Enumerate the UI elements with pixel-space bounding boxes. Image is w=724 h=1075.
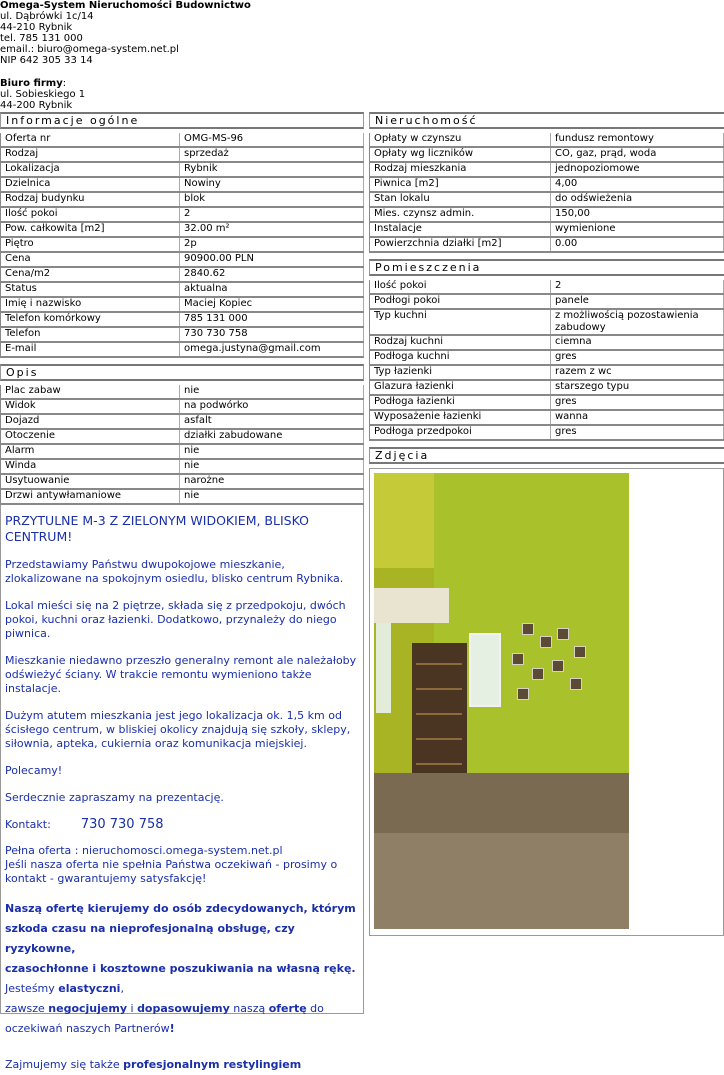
- row-label: Opłaty w czynszu: [370, 133, 551, 147]
- row-label: Stan lokalu: [370, 192, 551, 207]
- table-row: [370, 207, 724, 222]
- row-label: Status: [1, 282, 180, 297]
- row-label: Drzwi antywłamaniowe: [1, 489, 180, 504]
- row-value: 730 730 758: [180, 327, 364, 342]
- row-label: Podłoga łazienki: [370, 395, 551, 410]
- property-table: [369, 133, 724, 253]
- table-row: [1, 474, 364, 489]
- row-label: Instalacje: [370, 222, 551, 237]
- full-offer-note: Jeśli nasza oferta nie spełnia Państwa oczekiwań - prosimy o kontakt - gwarantujemy satysfakcję!: [5, 858, 338, 885]
- text-span: do: [306, 1002, 324, 1015]
- table-row: [1, 489, 364, 504]
- photo-wall-frames: [502, 618, 597, 708]
- description-paragraph: Mieszkanie niedawno przeszło generalny remont ale należałoby odświeżyć ściany. W trakcie remontu wymieniono także instalacje.: [5, 654, 357, 695]
- row-value: aktualna: [180, 282, 364, 297]
- table-row: [1, 192, 364, 207]
- row-label: E-mail: [1, 342, 180, 357]
- table-row: [1, 444, 364, 459]
- row-label: Podłogi pokoi: [370, 294, 551, 309]
- text-span: oczekiwań naszych Partnerów: [5, 1022, 170, 1035]
- shelf-board: [416, 713, 462, 715]
- picture-frame: [512, 653, 524, 665]
- row-label: Rodzaj budynku: [1, 192, 180, 207]
- table-row: [1, 282, 364, 297]
- description-paragraph: Lokal mieści się na 2 piętrze, składa się z przedpokoju, dwóch pokoi, kuchni oraz łazienki. Dodatkowo, przynależy do niego piwnica.: [5, 599, 346, 640]
- table-row: [1, 342, 364, 357]
- row-label: Cena/m2: [1, 267, 180, 282]
- table-row: [370, 222, 724, 237]
- row-value: 150,00: [551, 207, 724, 222]
- row-value: na podwórko: [180, 399, 364, 414]
- row-label: Telefon: [1, 327, 180, 342]
- contact-phone: 730 730 758: [80, 817, 164, 832]
- table-row: [1, 237, 364, 252]
- row-label: Dojazd: [1, 414, 180, 429]
- table-row: [1, 222, 364, 237]
- row-value: 90900.00 PLN: [180, 252, 364, 267]
- row-value: ciemna: [551, 335, 724, 350]
- shelf-board: [416, 738, 462, 740]
- row-value: nie: [180, 459, 364, 474]
- row-label: Rodzaj: [1, 147, 180, 162]
- description-paragraph: Serdecznie zapraszamy na prezentację.: [5, 791, 224, 804]
- bold-line: szkoda czasu na nieprofesjonalną obsługę, czy ryzykowne,: [5, 922, 295, 955]
- row-value: 4,00: [551, 177, 724, 192]
- row-value: 2840.62: [180, 267, 364, 282]
- office-colon: :: [62, 78, 67, 89]
- description-paragraph: Polecamy!: [5, 764, 63, 777]
- photo-frame: [369, 468, 724, 936]
- table-row: [1, 252, 364, 267]
- table-row: [370, 350, 724, 365]
- table-row: [1, 327, 364, 342]
- row-label: Podłoga przedpokoi: [370, 425, 551, 440]
- office-city: 44-200 Rybnik: [0, 100, 73, 111]
- table-row: [370, 294, 724, 309]
- office-street: ul. Sobieskiego 1: [0, 89, 86, 100]
- picture-frame: [517, 688, 529, 700]
- table-row: [370, 380, 724, 395]
- opis-table: [0, 385, 364, 505]
- row-value: 785 131 000: [180, 312, 364, 327]
- general-table: [0, 133, 364, 358]
- description-block: [0, 505, 364, 1071]
- table-row: [370, 395, 724, 410]
- row-value: OMG-MS-96: [180, 133, 364, 147]
- row-label: Rodzaj kuchni: [370, 335, 551, 350]
- picture-frame: [574, 646, 586, 658]
- table-row: [370, 425, 724, 440]
- row-label: Imię i nazwisko: [1, 297, 180, 312]
- section-opis-title: Opis: [0, 364, 364, 381]
- table-row: [1, 177, 364, 192]
- text-span: naszą: [229, 1002, 269, 1015]
- general-rows: [1, 133, 364, 357]
- text-span: !: [169, 1022, 175, 1035]
- picture-frame: [522, 623, 534, 635]
- row-value: nie: [180, 385, 364, 399]
- mixed-line-3: [5, 1019, 359, 1039]
- shelf-board: [416, 763, 462, 765]
- row-label: Alarm: [1, 444, 180, 459]
- mixed-line-2: [5, 999, 359, 1019]
- picture-frame: [532, 668, 544, 680]
- row-value: gres: [551, 350, 724, 365]
- mixed-line-4: [5, 1055, 359, 1075]
- row-value: starszego typu: [551, 380, 724, 395]
- property-rows: [370, 133, 724, 252]
- photo-window: [469, 633, 501, 707]
- row-value: omega.justyna@gmail.com: [180, 342, 364, 357]
- company-nip: NIP 642 305 33 14: [0, 55, 93, 66]
- table-row: [1, 162, 364, 177]
- row-value: wymienione: [551, 222, 724, 237]
- row-value: 32.00 m²: [180, 222, 364, 237]
- row-value: sprzedaż: [180, 147, 364, 162]
- row-label: Dzielnica: [1, 177, 180, 192]
- text-span: i: [127, 1002, 138, 1015]
- row-value: fundusz remontowy: [551, 133, 724, 147]
- shelf-board: [416, 688, 462, 690]
- row-label: Widok: [1, 399, 180, 414]
- row-value: narożne: [180, 474, 364, 489]
- office-heading: [0, 78, 360, 89]
- row-value: jednopoziomowe: [551, 162, 724, 177]
- row-value: CO, gaz, prąd, woda: [551, 147, 724, 162]
- row-value: Maciej Kopiec: [180, 297, 364, 312]
- row-value: nie: [180, 444, 364, 459]
- row-label: Lokalizacja: [1, 162, 180, 177]
- row-value: 2p: [180, 237, 364, 252]
- text-span: dopasowujemy: [137, 1002, 230, 1015]
- table-row: [370, 177, 724, 192]
- photo-curtain: [374, 588, 449, 623]
- table-row: [1, 399, 364, 414]
- table-row: [370, 365, 724, 380]
- row-value: gres: [551, 425, 724, 440]
- text-span: zawsze: [5, 1002, 49, 1015]
- row-label: Usytuowanie: [1, 474, 180, 489]
- row-value: razem z wc: [551, 365, 724, 380]
- header-gap: [0, 66, 360, 78]
- picture-frame: [557, 628, 569, 640]
- apartment-photo[interactable]: [374, 473, 629, 929]
- table-row: [1, 297, 364, 312]
- bold-line: Naszą ofertę kierujemy do osób zdecydowanych, którym: [5, 902, 356, 915]
- table-row: [370, 280, 724, 294]
- section-rooms-title: Pomieszczenia: [369, 259, 724, 276]
- company-email: email.: biuro@omega-system.net.pl: [0, 44, 179, 55]
- table-row: [1, 459, 364, 474]
- table-row: [370, 192, 724, 207]
- contact-label: Kontakt:: [5, 818, 51, 831]
- row-label: Podłoga kuchni: [370, 350, 551, 365]
- row-label: Typ łazienki: [370, 365, 551, 380]
- row-value: wanna: [551, 410, 724, 425]
- rooms-table: [369, 280, 724, 441]
- row-label: Pow. całkowita [m2]: [1, 222, 180, 237]
- row-value: 0.00: [551, 237, 724, 252]
- company-city: 44-210 Rybnik: [0, 22, 73, 33]
- company-header: [0, 0, 360, 111]
- table-row: [1, 385, 364, 399]
- row-label: Telefon komórkowy: [1, 312, 180, 327]
- table-row: [1, 429, 364, 444]
- company-phone: tel. 785 131 000: [0, 33, 83, 44]
- text-span: Zajmujemy się także: [5, 1058, 124, 1071]
- description-paragraph: Dużym atutem mieszkania jest jego lokalizacja ok. 1,5 km od ścisłego centrum, w bliskiej okolicy znajdują się szkoły, sklepy, siłownia, apteka, cukiernia oraz komunikacja miejskiej.: [5, 709, 351, 750]
- row-value: z możliwością pozostawienia zabudowy: [551, 309, 724, 335]
- row-value: asfalt: [180, 414, 364, 429]
- row-label: Ilość pokoi: [370, 280, 551, 294]
- company-street: ul. Dąbrówki 1c/14: [0, 11, 94, 22]
- section-photos-title: Zdjęcia: [369, 447, 724, 464]
- opis-rows: [1, 385, 364, 504]
- row-value: blok: [180, 192, 364, 207]
- row-label: Glazura łazienki: [370, 380, 551, 395]
- description-title: PRZYTULNE M-3 Z ZIELONYM WIDOKIEM, BLISKO CENTRUM!: [5, 513, 309, 544]
- text-span: ofertę: [268, 1002, 307, 1015]
- office-label: Biuro firmy: [0, 78, 63, 89]
- row-label: Otoczenie: [1, 429, 180, 444]
- picture-frame: [552, 660, 564, 672]
- photo-bookshelf: [412, 643, 467, 778]
- table-row: [1, 147, 364, 162]
- table-row: [370, 309, 724, 335]
- company-name: Omega-System Nieruchomości Budownictwo: [0, 0, 251, 11]
- rooms-rows: [370, 280, 724, 440]
- text-span: negocjujemy: [48, 1002, 127, 1015]
- row-value: panele: [551, 294, 724, 309]
- row-label: Ilość pokoi: [1, 207, 180, 222]
- row-value: Nowiny: [180, 177, 364, 192]
- row-label: Mies. czynsz admin.: [370, 207, 551, 222]
- picture-frame: [570, 678, 582, 690]
- left-column: [0, 112, 364, 1071]
- description-paragraph: Przedstawiamy Państwu dwupokojowe mieszkanie, zlokalizowane na spokojnym osiedlu, blisko centrum Rybnika.: [5, 558, 344, 585]
- text-span: elastyczni: [58, 982, 121, 995]
- row-label: Typ kuchni: [370, 309, 551, 335]
- text-span: ,: [120, 982, 124, 995]
- contact-line: [5, 818, 359, 832]
- table-row: [370, 335, 724, 350]
- row-value: 2: [180, 207, 364, 222]
- row-label: Plac zabaw: [1, 385, 180, 399]
- text-span: profesjonalnym restylingiem: [123, 1058, 302, 1071]
- row-label: Rodzaj mieszkania: [370, 162, 551, 177]
- row-label: Oferta nr: [1, 133, 180, 147]
- table-row: [370, 410, 724, 425]
- row-label: Winda: [1, 459, 180, 474]
- table-row: [1, 267, 364, 282]
- row-value: Rybnik: [180, 162, 364, 177]
- row-label: Wyposażenie łazienki: [370, 410, 551, 425]
- table-row: [1, 414, 364, 429]
- row-value: 2: [551, 280, 724, 294]
- table-row: [1, 207, 364, 222]
- row-value: do odświeżenia: [551, 192, 724, 207]
- row-label: Cena: [1, 252, 180, 267]
- right-column: [369, 112, 724, 1024]
- row-label: Opłaty wg liczników: [370, 147, 551, 162]
- table-row: [370, 162, 724, 177]
- picture-frame: [540, 636, 552, 648]
- text-span: Jesteśmy: [5, 982, 59, 995]
- photo-window: [376, 623, 391, 713]
- row-label: Powierzchnia działki [m2]: [370, 237, 551, 252]
- row-value: gres: [551, 395, 724, 410]
- section-property-title: Nieruchomość: [369, 112, 724, 129]
- table-row: [370, 237, 724, 252]
- row-value: działki zabudowane: [180, 429, 364, 444]
- table-row: [1, 133, 364, 147]
- bold-line: czasochłonne i kosztowne poszukiwania na własną rękę.: [5, 962, 356, 975]
- table-row: [1, 312, 364, 327]
- shelf-board: [416, 663, 462, 665]
- table-row: [370, 133, 724, 147]
- mixed-line-1: [5, 979, 359, 999]
- full-offer-link: Pełna oferta : nieruchomosci.omega-system.net.pl: [5, 844, 283, 857]
- section-general-title: Informacje ogólne: [0, 112, 364, 129]
- photo-floor-light: [374, 833, 629, 929]
- table-row: [370, 147, 724, 162]
- row-value: nie: [180, 489, 364, 504]
- row-label: Piwnica [m2]: [370, 177, 551, 192]
- row-label: Piętro: [1, 237, 180, 252]
